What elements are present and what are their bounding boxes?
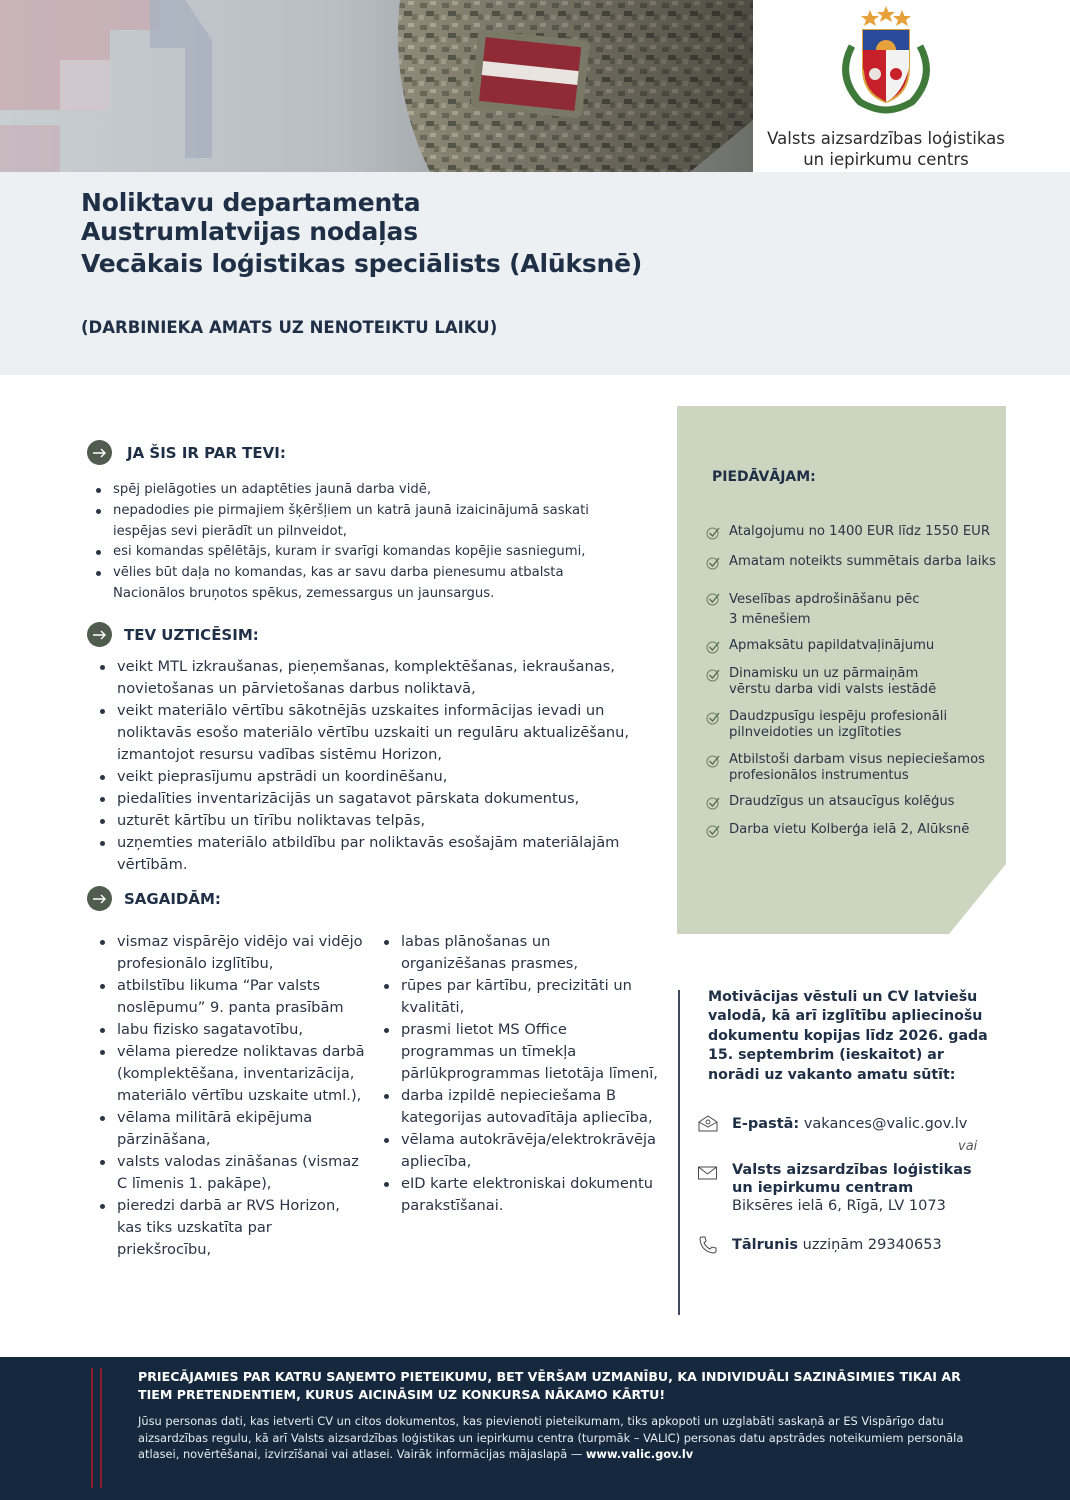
email-line — [732, 1115, 982, 1133]
list-you — [93, 480, 603, 605]
list-expect-col2 — [381, 931, 659, 1217]
section-title-trust: TEV UZTICĒSIM: — [124, 625, 259, 644]
offer-item-text: Darba vietu Kolberģa ielā 2, Alūksnē — [729, 822, 970, 837]
offer-item-text: Atbilstoši darbam visus nepieciešamos profesionālos instrumentus — [729, 752, 986, 783]
post-address: Biksēres ielā 6, Rīgā, LV 1073 — [732, 1198, 946, 1214]
offer-item — [706, 638, 996, 658]
footer-website-link[interactable]: www.valic.gov.lv — [585, 1447, 694, 1462]
motivation-text: Motivācijas vēstuli un CV latviešu valodā, kā arī izglītību apliecinošu dokumentu kopijas līdz 2026. gada 15. septembrim (ieskaitot) ar norādi uz vakanto amatu sūtīt: — [708, 989, 988, 1083]
offer-item-text: Dinamisku un uz pārmaiņām vērstu darba vidi valsts iestādē — [729, 666, 937, 697]
list-item: piedalīties inventarizācijās un sagatavot pārskata dokumentus, — [97, 788, 662, 810]
section-heading-you — [87, 440, 286, 465]
arrow-right-icon — [87, 886, 112, 911]
check-icon — [706, 823, 724, 842]
check-icon — [706, 710, 724, 741]
footer-privacy-text — [138, 1413, 978, 1463]
list-trust — [97, 656, 662, 876]
arrow-right-icon — [87, 622, 112, 647]
list-item: labas plānošanas un organizēšanas prasmes, — [381, 931, 659, 975]
list-item: rūpes par kārtību, precizitāti un kvalitāti, — [381, 975, 659, 1019]
list-item: valsts valodas zināšanas (vismaz C līmenis 1. pakāpe), — [97, 1151, 367, 1195]
offer-item-text: Amatam noteikts summētais darba laiks — [729, 554, 996, 569]
footer-accent-bar — [100, 1368, 102, 1488]
post-address-block — [732, 1161, 982, 1215]
envelope-icon — [697, 1164, 719, 1182]
offer-item-text: Atalgojumu no 1400 EUR līdz 1550 EUR — [729, 524, 990, 539]
job-subtitle: (DARBINIEKA AMATS UZ NENOTEIKTU LAIKU) — [81, 318, 498, 337]
email-icon — [697, 1115, 719, 1133]
list-item: veikt pieprasījumu apstrādi un koordinēšanu, — [97, 766, 662, 788]
offer-item — [706, 590, 996, 630]
offer-item-text: Apmaksātu papildatvaļinājumu — [729, 638, 935, 653]
offer-item-text: Veselības apdrošināšanu pēc 3 mēnešiem — [729, 592, 920, 627]
org-name — [745, 128, 1027, 170]
list-item: esi komandas spēlētājs, kuram ir svarīgi komandas kopējie sasniegumi, — [93, 542, 603, 563]
check-icon — [706, 555, 724, 574]
footer-headline: PRIECĀJAMIES PAR KATRU SAŅEMTO PIETEIKUMU, BET VĒRŠAM UZMANĪBU, KA INDIVIDUĀLI SAZINĀSIMIES TIKAI AR TIEM PRETENDENTIEM, KURUS AICINĀSIM UZ KONKURSA NĀKAMO KĀRTU! — [138, 1369, 961, 1402]
check-icon — [706, 639, 724, 658]
offer-item-text: Daudzpusīgu iespēju profesionāli pilnveidoties un izglītoties — [729, 709, 948, 740]
list-item: vismaz vispārējo vidējo vai vidējo profesionālo izglītību, — [97, 931, 367, 975]
check-icon — [706, 525, 724, 544]
list-expect-col1 — [97, 931, 367, 1261]
list-item: nepadodies pie pirmajiem šķēršļiem un katrā jaunā izaicinājumā saskati iespējas sevi pierādīt un pilnveidot, — [93, 501, 603, 543]
list-item: uzņemties materiālo atbildību par noliktavās esošajām materiālajām vērtībām. — [97, 832, 662, 876]
list-item: prasmi lietot MS Office programmas un tīmekļa pārlūkprogrammas lietotāja līmenī, — [381, 1019, 659, 1085]
title-line-1: Noliktavu departamenta — [81, 188, 421, 217]
email-label: E-pastā: — [732, 1116, 800, 1132]
footer-accent-bar — [91, 1368, 93, 1488]
or-text: vai — [958, 1139, 978, 1154]
check-icon — [706, 591, 724, 630]
phone-label: Tālrunis — [732, 1237, 799, 1253]
list-item: vēlama pieredze noliktavas darbā (komplektēšana, inventarizācija, materiālo vērtību uzskaite utml.), — [97, 1041, 367, 1107]
footer-body: Jūsu personas dati, kas ietverti CV un citos dokumentos, kas pievienoti pieteikumam, tiks apkopoti un uzglabāti saskaņā ar ES Vispārīgo datu aizsardzības regulu, kā arī Valsts aizsardzības loģistikas un iepirkumu centra (turpmāk – VALIC) personas datu apstrādes noteikumiem personāla atlasei, novērtēšanai, izvirzīšanai vai atlasei. Vairāk informācijas mājaslapā — — [138, 1414, 964, 1462]
offer-item — [706, 752, 996, 784]
offer-title: PIEDĀVĀJAM: — [712, 469, 816, 485]
section-title-expect: SAGAIDĀM: — [124, 889, 221, 908]
list-item: atbilstību likuma “Par valsts noslēpumu” 9. panta prasībām — [97, 975, 367, 1019]
contact-divider — [678, 990, 680, 1315]
offer-item — [706, 666, 996, 698]
list-item: darba izpildē nepieciešama B kategorijas autovadītāja apliecība, — [381, 1085, 659, 1129]
offer-item — [706, 524, 996, 544]
phone-number[interactable]: uzziņām 29340653 — [802, 1237, 942, 1253]
title-line-3: Vecākais loģistikas speciālists (Alūksnē) — [81, 249, 643, 278]
post-recipient: Valsts aizsardzības loģistikas un iepirkumu centram — [732, 1162, 972, 1196]
list-item: vēlies būt daļa no komandas, kas ar savu darba pienesumu atbalsta Nacionālos bruņotos spēkus, zemessargus un jaunsargus. — [93, 563, 603, 605]
section-title-you: JA ŠIS IR PAR TEVI: — [127, 443, 286, 462]
phone-icon — [697, 1236, 719, 1254]
list-item: eID karte elektroniskai dokumentu parakstīšanai. — [381, 1173, 659, 1217]
hero-photo-soldier-sleeve — [0, 0, 753, 172]
email-address[interactable]: vakances@valic.gov.lv — [803, 1116, 968, 1132]
phone-line — [732, 1236, 982, 1254]
org-name-line1: Valsts aizsardzības loģistikas — [767, 129, 1005, 148]
offer-item — [706, 822, 996, 842]
list-item: veikt materiālo vērtību sākotnējās uzskaites informācijas ievadi un noliktavās esošo materiālo vērtību uzskaiti un regulāru aktualizēšanu, izmantojot resursu vadības sistēmu Horizon, — [97, 700, 662, 766]
list-item: spēj pielāgoties un adaptēties jaunā darba vidē, — [93, 480, 603, 501]
list-item: uzturēt kārtību un tīrību noliktavas telpās, — [97, 810, 662, 832]
arrow-right-icon — [87, 440, 112, 465]
check-icon — [706, 753, 724, 784]
section-heading-expect — [87, 886, 221, 911]
offer-item-text: Draudzīgus un atsaucīgus kolēģus — [729, 794, 955, 809]
list-item: veikt MTL izkraušanas, pieņemšanas, komplektēšanas, iekraušanas, novietošanas un pārvietošanas darbus noliktavā, — [97, 656, 662, 700]
list-item: pieredzi darbā ar RVS Horizon, kas tiks uzskatīta par priekšrocību, — [97, 1195, 367, 1261]
org-name-line2: un iepirkumu centrs — [803, 150, 969, 169]
list-item: vēlama militārā ekipējuma pārzināšana, — [97, 1107, 367, 1151]
offer-item — [706, 554, 996, 574]
title-line-2: Austrumlatvijas nodaļas — [81, 217, 418, 246]
offer-item — [706, 794, 996, 814]
check-icon — [706, 667, 724, 698]
section-heading-trust — [87, 622, 259, 647]
check-icon — [706, 795, 724, 814]
coat-of-arms-logo — [830, 6, 942, 114]
list-item: vēlama autokrāvēja/elektrokrāvēja apliecība, — [381, 1129, 659, 1173]
offer-item — [706, 709, 996, 741]
list-item: labu fizisko sagatavotību, — [97, 1019, 367, 1041]
